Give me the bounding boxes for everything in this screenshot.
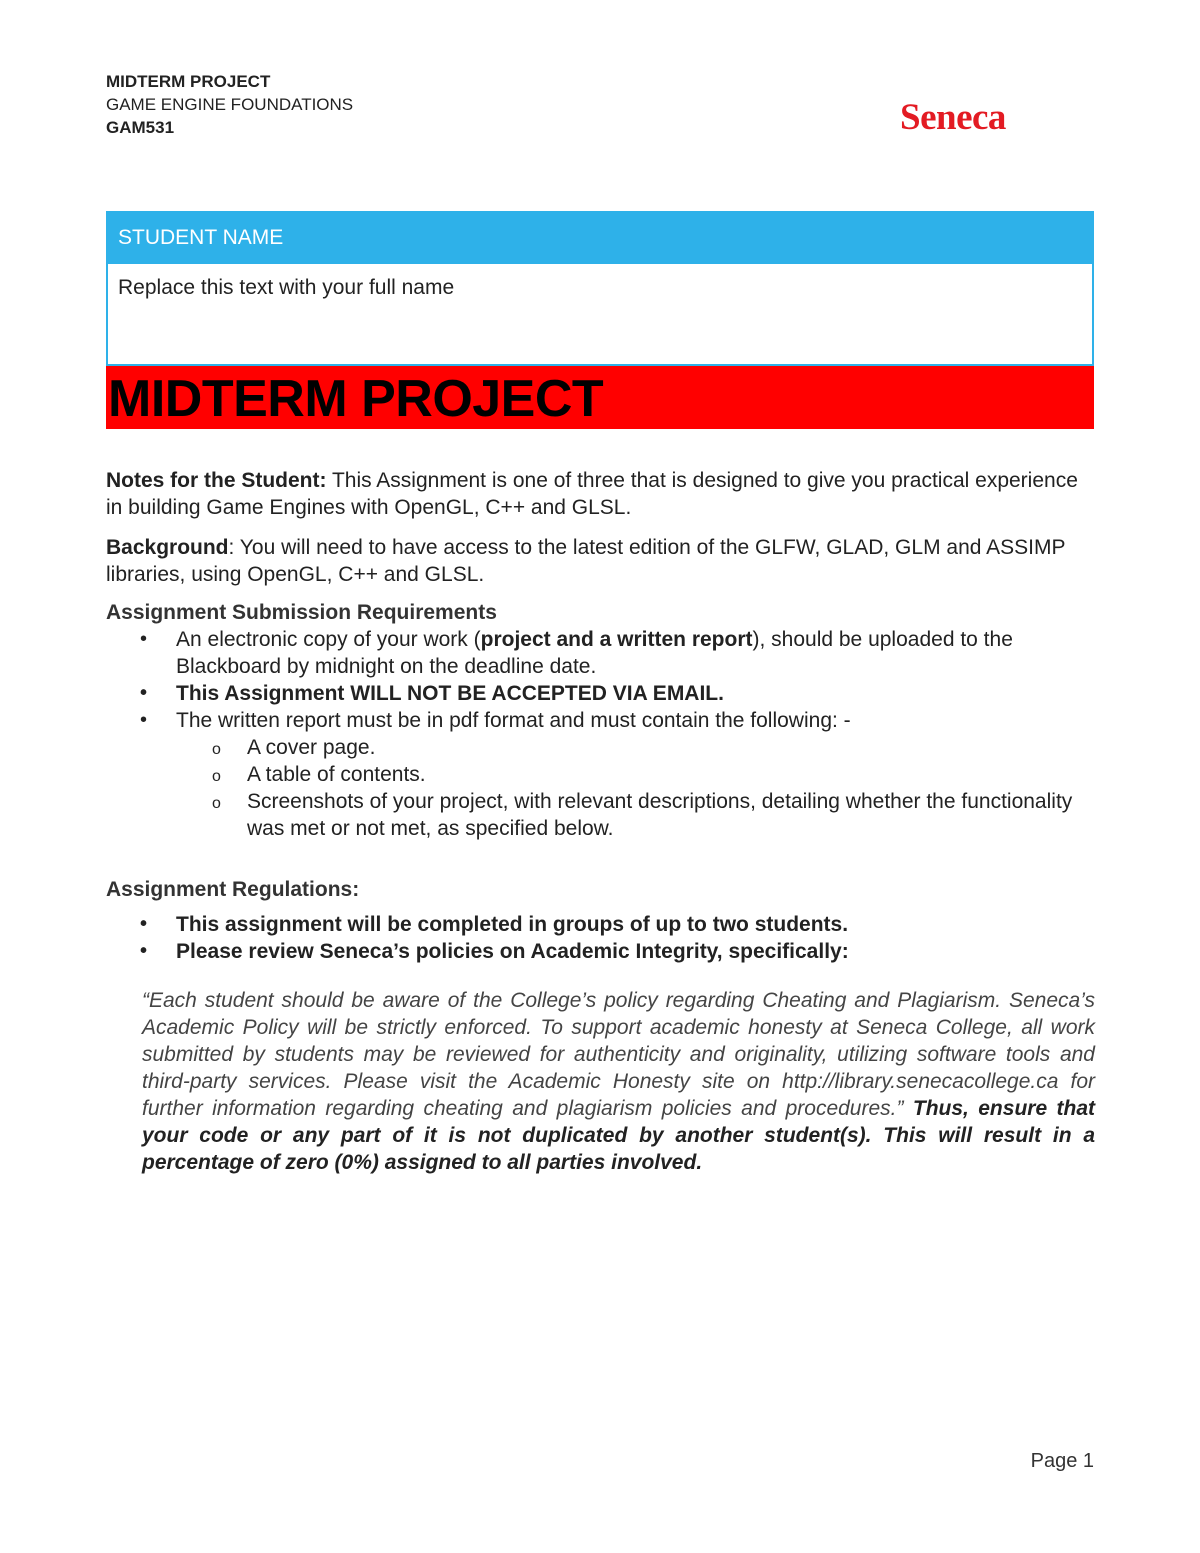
document-body bbox=[106, 467, 1096, 1176]
regulations-list bbox=[106, 911, 1096, 965]
notes-text: This Assignment is one of three that is designed to give you practical experience in building Game Engines with OpenGL, C++ and GLSL. bbox=[106, 469, 1078, 519]
notes-label: Notes for the Student: bbox=[106, 469, 327, 492]
background-label: Background bbox=[106, 536, 229, 559]
submission-item-3: The written report must be in pdf format and must contain the following: - bbox=[176, 709, 851, 732]
midterm-project-banner: MIDTERM PROJECT bbox=[106, 366, 1094, 429]
header-project-title: MIDTERM PROJECT bbox=[106, 72, 271, 91]
student-name-placeholder: Replace this text with your full name bbox=[118, 276, 455, 299]
list-item: o Screenshots of your project, with relevant descriptions, detailing whether the functionality was met or not met, as specified below. bbox=[106, 788, 1096, 842]
list-item: • This assignment will be completed in groups of up to two students. bbox=[106, 911, 1096, 938]
notes-paragraph bbox=[106, 467, 1096, 521]
plagiarism-warning: Thus, ensure that your code or any part of it is not duplicated by another student(s). This will result in a percentage of zero (0%) assigned to all parties involved. bbox=[142, 1097, 1095, 1174]
background-text: : You will need to have access to the latest edition of the GLFW, GLAD, GLM and ASSIMP libraries, using OpenGL, C++ and GLSL. bbox=[106, 536, 1066, 586]
background-paragraph bbox=[106, 534, 1096, 588]
policy-quote-text: “Each student should be aware of the College’s policy regarding Cheating and Plagiarism. Seneca’s Academic Policy will be strictly enforced. To support academic honesty at Seneca College, all work submitted by students may be reviewed for authenticity and originality, utilizing software tools and third-party services. Please visit the Academic Honesty site on http://library.senecacollege.ca for further information regarding cheating and plagiarism policies and procedures.” bbox=[142, 989, 1095, 1120]
document-header bbox=[106, 70, 353, 139]
report-contents-list bbox=[106, 734, 1096, 842]
list-item: • Please review Seneca’s policies on Academic Integrity, specifically: bbox=[106, 938, 1096, 965]
student-name-field[interactable] bbox=[106, 264, 1094, 366]
submission-list bbox=[106, 626, 1096, 734]
seneca-logo: Seneca bbox=[900, 97, 1006, 138]
page-number: Page 1 bbox=[1030, 1450, 1094, 1472]
submission-item-1-post: ), should be uploaded to the Blackboard by midnight on the deadline date. bbox=[176, 628, 1013, 678]
regulations-heading: Assignment Regulations: bbox=[106, 878, 360, 901]
list-item bbox=[106, 707, 1096, 734]
list-item bbox=[106, 680, 1096, 707]
header-course-name: GAME ENGINE FOUNDATIONS bbox=[106, 95, 354, 114]
submission-requirements-heading: Assignment Submission Requirements bbox=[106, 601, 497, 624]
list-item: o A cover page. bbox=[106, 734, 1096, 761]
submission-item-1-pre: An electronic copy of your work ( bbox=[176, 628, 481, 651]
submission-item-1-bold: project and a written report bbox=[480, 628, 753, 651]
student-name-heading: STUDENT NAME bbox=[106, 211, 1094, 264]
list-item bbox=[106, 626, 1096, 680]
academic-integrity-quote bbox=[142, 987, 1095, 1176]
list-item: o A table of contents. bbox=[106, 761, 1096, 788]
header-course-code: GAM531 bbox=[106, 118, 175, 137]
submission-item-2: This Assignment WILL NOT BE ACCEPTED VIA EMAIL. bbox=[176, 682, 724, 705]
